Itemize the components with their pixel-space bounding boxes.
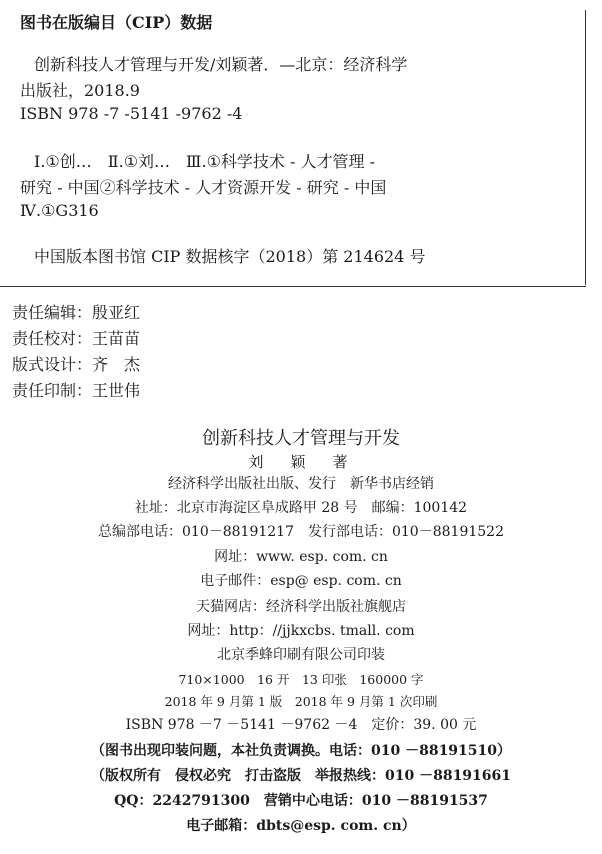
cip-line-subjects: Ⅰ.①创… Ⅱ.①刘… Ⅲ.①科学技术 - 人才管理 - — [34, 152, 375, 171]
staff-label: 责任印制： — [12, 381, 93, 400]
cip-line-publisher: 出版社，2018.9 — [20, 81, 140, 100]
cip-right-rule — [585, 10, 586, 285]
phone-line: 总编部电话：010－88191217 发行部电话：010－88191522 — [98, 524, 504, 540]
staff-value: 王苗苗 — [92, 329, 141, 348]
staff-label: 版式设计： — [12, 355, 93, 374]
publisher-line: 经济科学出版社出版、发行 新华书店经销 — [168, 476, 434, 492]
staff-layout-designer — [12, 352, 140, 375]
edition-line: 2018 年 9 月第 1 版 2018 年 9 月第 1 次印刷 — [164, 694, 438, 709]
staff-label: 责任编辑： — [12, 303, 93, 322]
cip-line-title: 创新科技人才管理与开发/刘颖著．—北京：经济科学 — [34, 55, 408, 74]
specs-line: 710×1000 16 开 13 印张 160000 字 — [178, 672, 424, 687]
website-line: 网址：www. esp. com. cn — [214, 549, 388, 565]
cip-heading: 图书在版编目（CIP）数据 — [20, 13, 213, 32]
staff-value: 殷亚红 — [92, 303, 141, 322]
isbn-price-line: ISBN 978 －7 －5141 －9762 －4 定价：39. 00 元 — [125, 717, 477, 733]
cip-line-classification: Ⅳ.①G316 — [20, 201, 99, 220]
staff-value: 王世伟 — [92, 381, 141, 400]
staff-label: 责任校对： — [12, 329, 93, 348]
address-line: 社址：北京市海淀区阜成路甲 28 号 邮编：100142 — [134, 500, 468, 516]
notice-contact: QQ：2242791300 营销中心电话：010 －88191537 — [114, 793, 488, 809]
notice-email: 电子邮箱：dbts@esp. com. cn） — [186, 818, 416, 834]
cip-line-isbn: ISBN 978 -7 -5141 -9762 -4 — [20, 104, 243, 123]
tmall-url-line: 网址：http：//jjkxcbs. tmall. com — [187, 623, 415, 639]
cip-bottom-rule — [0, 286, 586, 287]
notice-print-issues: （图书出现印装问题，本社负责调换。电话：010 －88191510） — [90, 743, 512, 759]
printer-line: 北京季蜂印刷有限公司印装 — [217, 647, 385, 663]
notice-copyright: （版权所有 侵权必究 打击盗版 举报热线：010 －88191661 — [90, 768, 512, 784]
cip-line-subjects-cont: 研究 - 中国②科学技术 - 人才资源开发 - 研究 - 中国 — [20, 178, 387, 197]
email-line: 电子邮件：esp@ esp. com. cn — [200, 573, 402, 589]
staff-printing — [12, 378, 140, 401]
staff-editor — [12, 300, 140, 323]
staff-proofreader — [12, 326, 140, 349]
book-author: 刘 颖 著 — [248, 453, 354, 471]
staff-value: 齐 杰 — [92, 355, 141, 374]
book-title: 创新科技人才管理与开发 — [202, 428, 400, 449]
tmall-line: 天猫网店：经济科学出版社旗舰店 — [196, 599, 406, 615]
cip-line-data-number: 中国版本图书馆 CIP 数据核字（2018）第 214624 号 — [34, 247, 426, 266]
